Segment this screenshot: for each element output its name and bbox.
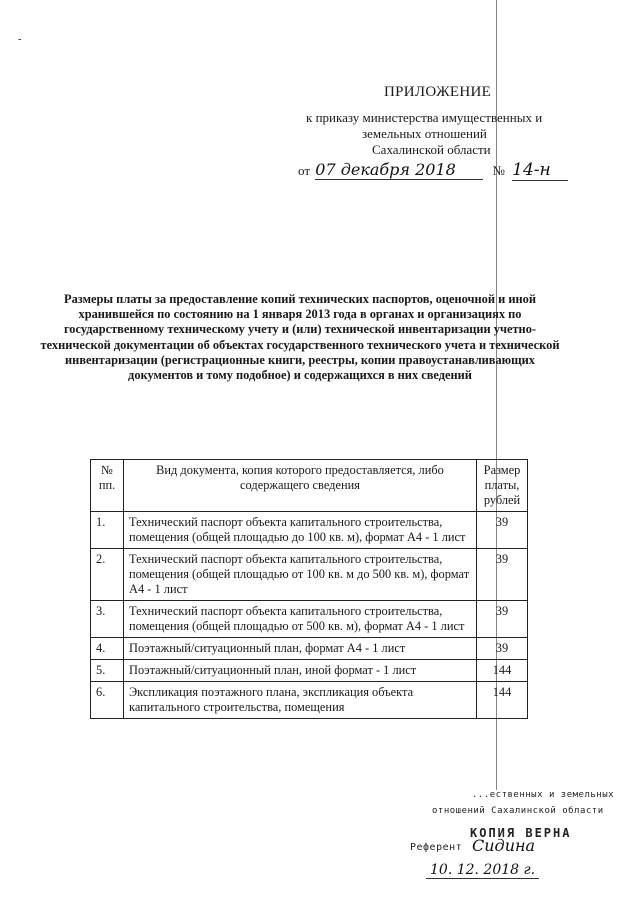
row-document: Технический паспорт объекта капитального строительства, помещения (общей площадью до 100 кв. м), формат А4 - 1 лист <box>124 512 477 549</box>
appendix-title: ПРИЛОЖЕНИЕ <box>384 84 492 100</box>
date-prefix: от <box>298 163 311 178</box>
row-fee: 39 <box>477 512 528 549</box>
document-title: Размеры платы за предоставление копий технических паспортов, оценочной и иной хранившейся по состоянию на 1 января 2013 года в органах и организациях по государственному техническому учету и (или) технической инвентаризации учетно-технической документации об объектах государственного технического учета и технической инвентаризации (регистрационные книги, реестры, копии правоустанавливающих документов и тому подобное) и содержащихся в них сведений <box>40 292 560 383</box>
row-number: 2. <box>91 549 124 601</box>
copy-certified-label: КОПИЯ ВЕРНА <box>470 826 572 840</box>
row-number: 5. <box>91 660 124 682</box>
fees-table <box>90 459 528 719</box>
table-header-row <box>91 460 528 512</box>
header-number: № пп. <box>91 460 124 512</box>
appendix-region-line: Сахалинской области <box>372 142 491 157</box>
appendix-date-row <box>298 160 568 181</box>
header-fee: Размер платы, рублей <box>477 460 528 512</box>
row-fee: 144 <box>477 682 528 719</box>
referent-label: Референт <box>410 842 463 853</box>
certification-stamp-line1: ...ественных и земельных <box>472 790 615 800</box>
corner-mark: - <box>18 34 22 45</box>
row-document: Поэтажный/ситуационный план, иной формат - 1 лист <box>124 660 477 682</box>
certification-date: 10. 12. 2018 г. <box>426 862 539 879</box>
row-number: 1. <box>91 512 124 549</box>
row-document: Технический паспорт объекта капитального строительства, помещения (общей площадью от 500 кв. м), формат А4 - 1 лист <box>124 601 477 638</box>
row-fee: 144 <box>477 660 528 682</box>
table-row <box>91 549 528 601</box>
appendix-ministry-line: земельных отношений <box>362 126 487 141</box>
table-row <box>91 601 528 638</box>
number-prefix: № <box>492 163 505 178</box>
row-fee: 39 <box>477 549 528 601</box>
handwritten-order-number: 14-н <box>512 160 568 181</box>
header-document-type: Вид документа, копия которого предоставляется, либо содержащего сведения <box>124 460 477 512</box>
table-row <box>91 660 528 682</box>
row-fee: 39 <box>477 601 528 638</box>
row-fee: 39 <box>477 638 528 660</box>
row-document: Поэтажный/ситуационный план, формат А4 - 1 лист <box>124 638 477 660</box>
table-row <box>91 682 528 719</box>
referent-signature: Сидина <box>472 836 536 855</box>
row-number: 3. <box>91 601 124 638</box>
row-document: Технический паспорт объекта капитального строительства, помещения (общей площадью от 100 кв. м до 500 кв. м), формат А4 - 1 лист <box>124 549 477 601</box>
table-row <box>91 512 528 549</box>
row-number: 4. <box>91 638 124 660</box>
table-row <box>91 638 528 660</box>
row-number: 6. <box>91 682 124 719</box>
row-document: Экспликация поэтажного плана, экспликация объекта капитального строительства, помещения <box>124 682 477 719</box>
appendix-order-line: к приказу министерства имущественных и <box>306 110 543 125</box>
handwritten-date: 07 декабря 2018 <box>315 160 483 180</box>
certification-stamp-line2: отношений Сахалинской области <box>432 806 604 816</box>
